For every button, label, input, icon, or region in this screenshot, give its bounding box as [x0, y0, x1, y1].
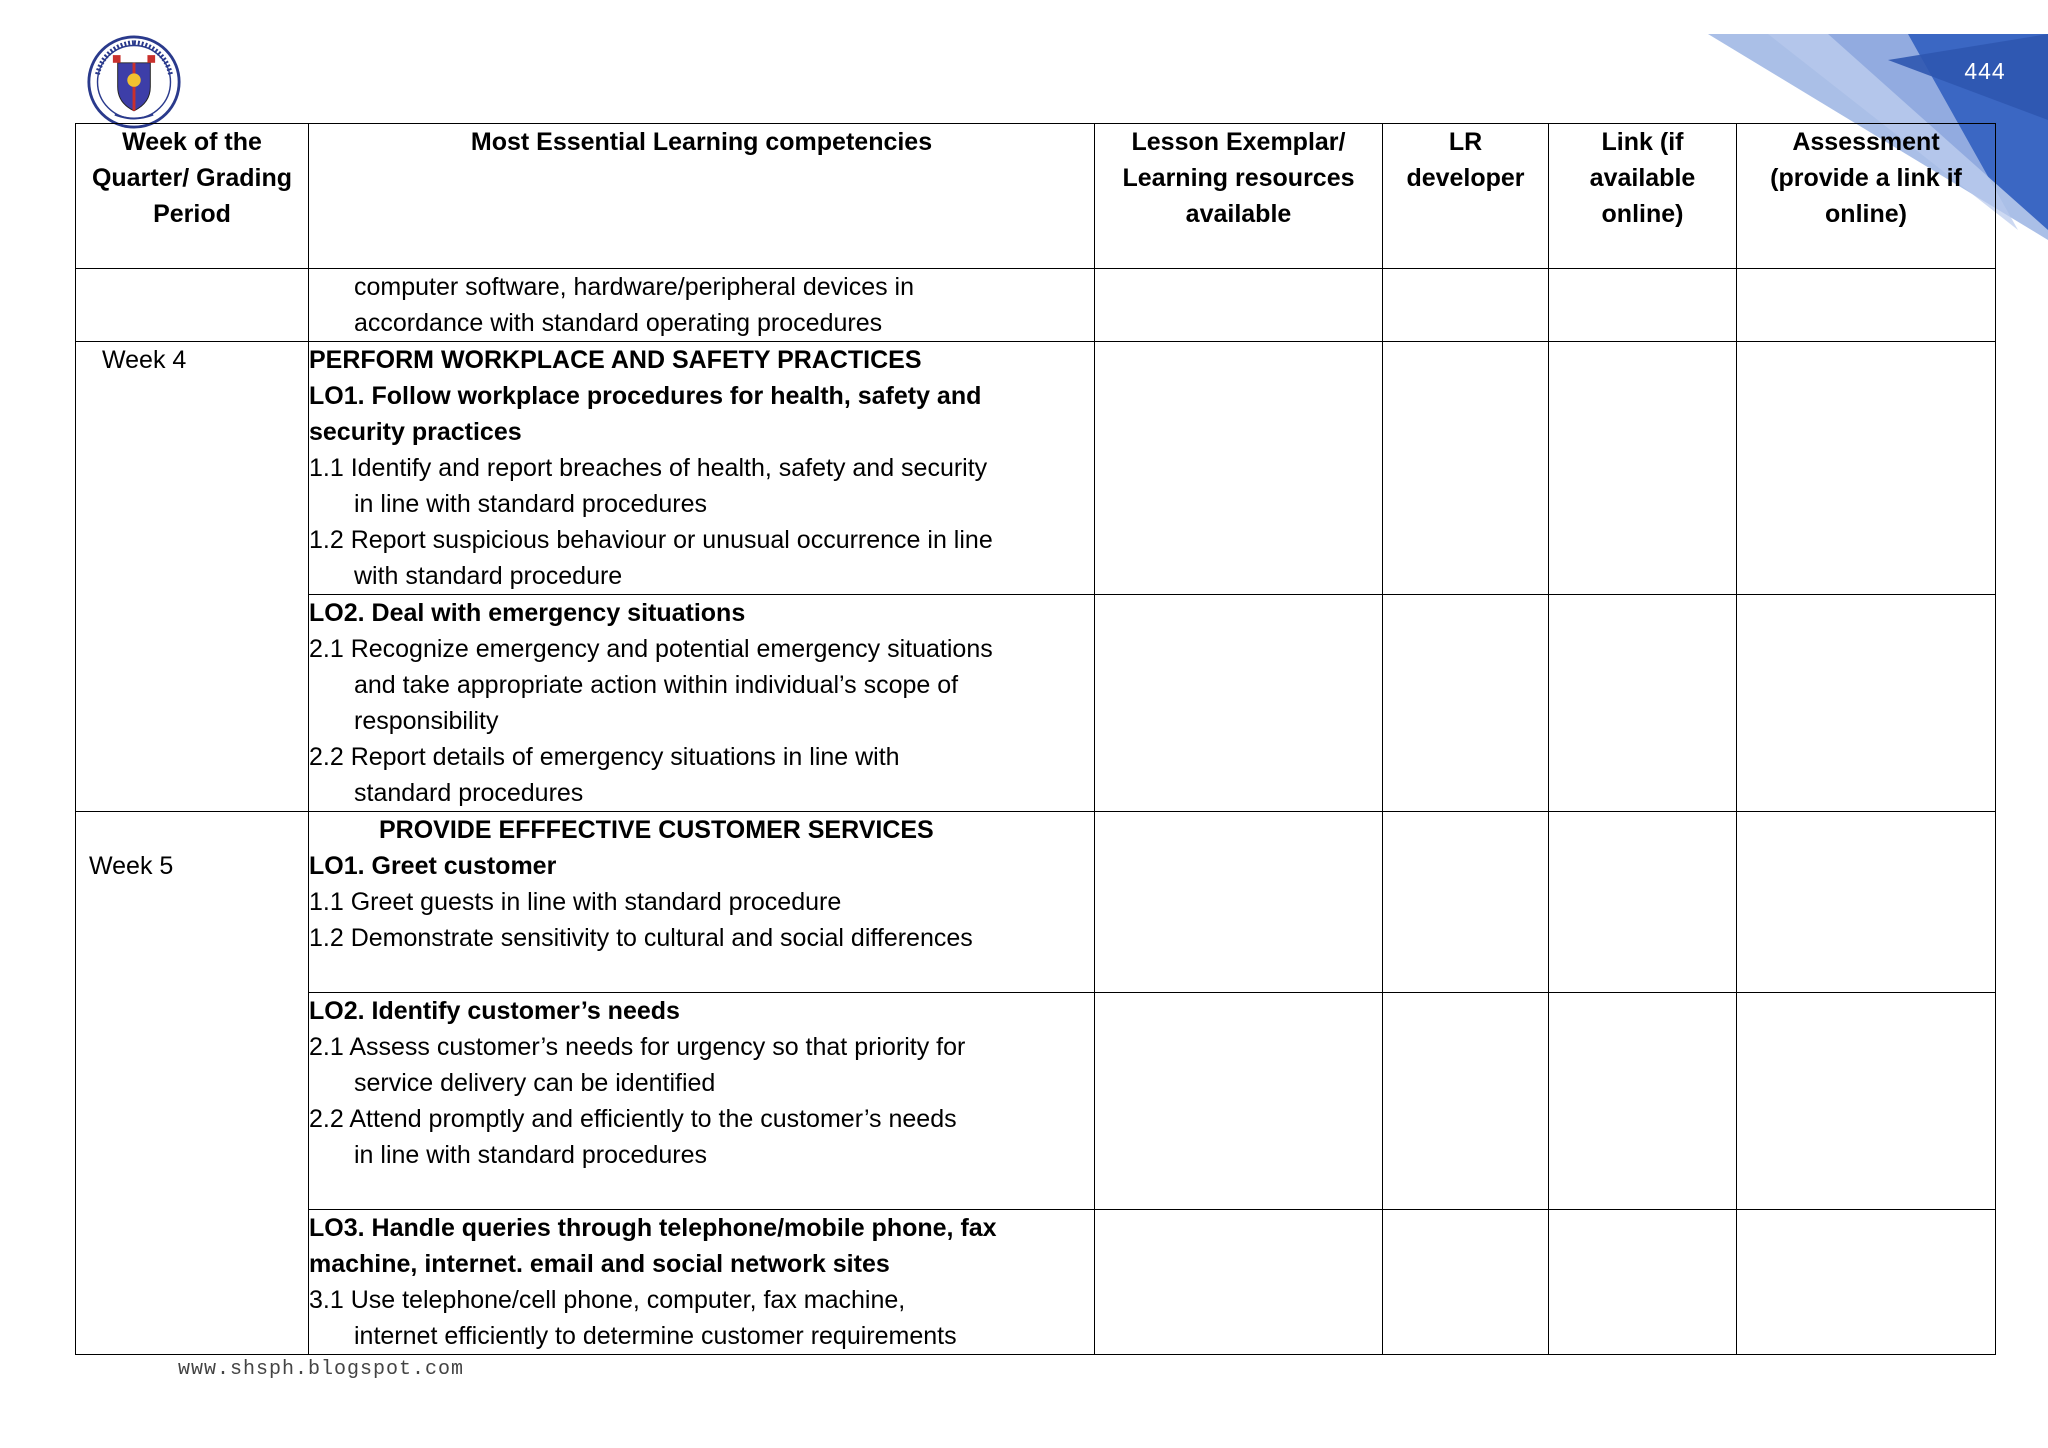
competency-item: internet efficiently to determine customer requirements	[354, 1322, 957, 1350]
competency-item: service delivery can be identified	[354, 1069, 716, 1097]
lo-heading: LO3. Handle queries through telephone/mobile phone, fax	[309, 1214, 997, 1242]
link-cell	[1549, 812, 1737, 993]
table-row	[76, 269, 1996, 342]
competency-item: with standard procedure	[354, 562, 623, 590]
assessment-cell	[1737, 342, 1996, 595]
assessment-cell	[1737, 993, 1996, 1210]
table-row	[76, 1210, 1996, 1355]
table-row	[76, 993, 1996, 1210]
competency-item: and take appropriate action within individual’s scope of	[354, 671, 959, 699]
competency-cell	[309, 993, 1095, 1210]
competency-line: computer software, hardware/peripheral devices in	[354, 273, 914, 301]
lo-heading: LO1. Greet customer	[309, 852, 557, 880]
week-cell: Week 5	[76, 812, 309, 1355]
competency-cell	[309, 269, 1095, 342]
header-week: Week of the Quarter/ Grading Period	[76, 124, 309, 269]
competency-item: standard procedures	[354, 779, 584, 807]
competency-item: 1.1 Identify and report breaches of health, safety and security	[309, 454, 988, 482]
header-assessment: Assessment (provide a link if online)	[1737, 124, 1996, 269]
table-row	[76, 342, 1996, 595]
lr-developer-cell	[1383, 595, 1549, 812]
competency-item: 1.2 Report suspicious behaviour or unusual occurrence in line	[309, 526, 993, 554]
week-cell: Week 4	[76, 342, 309, 812]
link-cell	[1549, 1210, 1737, 1355]
lo-heading: LO2. Deal with emergency situations	[309, 599, 746, 627]
lr-developer-cell	[1383, 269, 1549, 342]
competency-item: responsibility	[354, 707, 499, 735]
competency-cell	[309, 1210, 1095, 1355]
competency-line: accordance with standard operating procedures	[354, 309, 883, 337]
lr-developer-cell	[1383, 993, 1549, 1210]
footer-url: www.shsph.blogspot.com	[178, 1358, 465, 1381]
competency-item: 2.1 Assess customer’s needs for urgency so that priority for	[309, 1033, 966, 1061]
competency-item: 3.1 Use telephone/cell phone, computer, fax machine,	[309, 1286, 906, 1314]
lr-developer-cell	[1383, 342, 1549, 595]
competency-item: 1.1 Greet guests in line with standard procedure	[309, 888, 842, 916]
competency-item: 2.2 Attend promptly and efficiently to the customer’s needs	[309, 1105, 957, 1133]
lr-developer-cell	[1383, 812, 1549, 993]
assessment-cell	[1737, 269, 1996, 342]
assessment-cell	[1737, 812, 1996, 993]
competency-item: in line with standard procedures	[354, 490, 707, 518]
lesson-exemplar-cell	[1095, 342, 1383, 595]
section-title: PERFORM WORKPLACE AND SAFETY PRACTICES	[309, 346, 922, 374]
lesson-exemplar-cell	[1095, 993, 1383, 1210]
assessment-cell	[1737, 595, 1996, 812]
link-cell	[1549, 595, 1737, 812]
link-cell	[1549, 342, 1737, 595]
link-cell	[1549, 269, 1737, 342]
deped-seal-logo	[86, 34, 182, 130]
section-title: PROVIDE EFFFECTIVE CUSTOMER SERVICES	[379, 816, 934, 844]
competency-cell	[309, 812, 1095, 993]
table-header-row	[76, 124, 1996, 269]
table-row	[76, 595, 1996, 812]
lesson-exemplar-cell	[1095, 269, 1383, 342]
competency-item: 1.2 Demonstrate sensitivity to cultural and social differences	[309, 924, 973, 952]
competency-cell	[309, 595, 1095, 812]
competency-cell	[309, 342, 1095, 595]
lesson-exemplar-cell	[1095, 1210, 1383, 1355]
lesson-exemplar-cell	[1095, 812, 1383, 993]
header-lesson-exemplar: Lesson Exemplar/ Learning resources available	[1095, 124, 1383, 269]
assessment-cell	[1737, 1210, 1996, 1355]
link-cell	[1549, 993, 1737, 1210]
competency-item: 2.1 Recognize emergency and potential emergency situations	[309, 635, 993, 663]
learning-competencies-table	[75, 123, 1996, 1355]
lo-heading: LO1. Follow workplace procedures for health, safety and	[309, 382, 982, 410]
header-competencies: Most Essential Learning competencies	[309, 124, 1095, 269]
lo-heading: machine, internet. email and social network sites	[309, 1250, 890, 1278]
competency-item: 2.2 Report details of emergency situations in line with	[309, 743, 900, 771]
header-link: Link (if available online)	[1549, 124, 1737, 269]
header-lr-developer: LR developer	[1383, 124, 1549, 269]
table-row	[76, 812, 1996, 993]
lo-heading: LO2. Identify customer’s needs	[309, 997, 680, 1025]
lr-developer-cell	[1383, 1210, 1549, 1355]
competency-item: in line with standard procedures	[354, 1141, 707, 1169]
page-number: 444	[1964, 58, 2006, 84]
week-cell	[76, 269, 309, 342]
lo-heading: security practices	[309, 418, 522, 446]
lesson-exemplar-cell	[1095, 595, 1383, 812]
